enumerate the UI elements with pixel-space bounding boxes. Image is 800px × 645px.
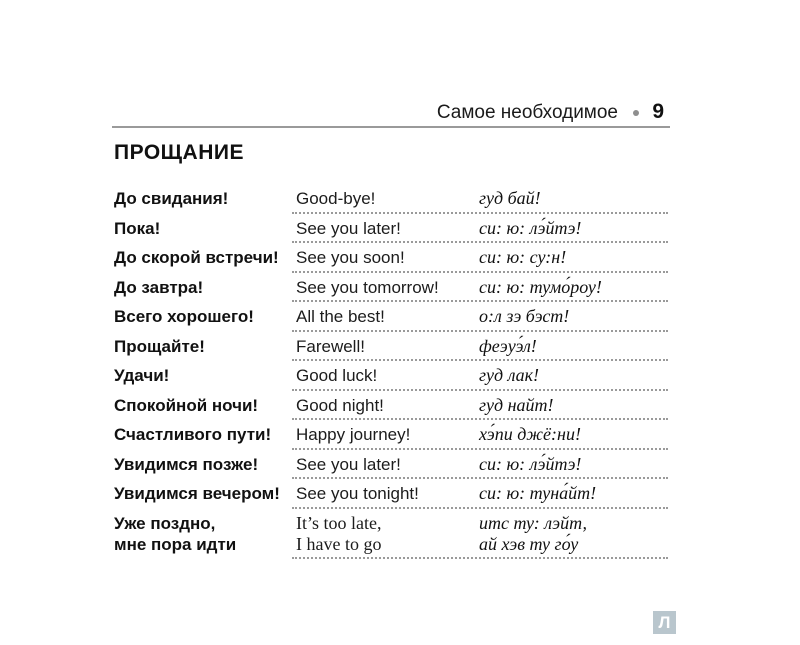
publisher-logo-icon: Л [653, 611, 676, 634]
pronunciation: си: ю: туна́йт! [479, 483, 597, 503]
running-header-title: Самое необходимое [436, 102, 618, 123]
phrase-row [112, 243, 668, 273]
russian-phrase-line: мне пора идти [114, 534, 237, 554]
bullet-dot-icon [633, 110, 639, 116]
pronunciation: си: ю: су:н! [479, 247, 567, 267]
pronunciation: хэ́пи джё:ни! [479, 424, 581, 444]
english-phrase [296, 513, 381, 555]
pronunciation: гуд бай! [479, 188, 541, 208]
russian-phrase: Увидимся позже! [114, 454, 259, 474]
pronunciation: гуд найт! [479, 394, 554, 415]
english-phrase-line: I have to go [296, 533, 382, 554]
pronunciation: си: ю: тумо́роу! [479, 276, 602, 297]
phrase-row [112, 273, 668, 303]
pronunciation-line: итс ту: лэйт, [479, 512, 588, 533]
pronunciation: гуд лак! [479, 365, 540, 385]
english-phrase: Farewell! [296, 336, 365, 356]
pronunciation: феэуэ́л! [479, 335, 537, 356]
phrase-row [112, 214, 668, 244]
english-phrase: See you later! [296, 218, 401, 238]
english-phrase: See you soon! [296, 248, 405, 267]
pronunciation: си: ю: лэ́йтэ! [479, 453, 582, 474]
phrase-row [112, 450, 668, 480]
english-phrase: See you tomorrow! [296, 277, 439, 297]
russian-phrase: До свидания! [114, 189, 229, 208]
english-phrase: All the best! [296, 307, 385, 326]
russian-phrase [114, 513, 236, 555]
english-phrase: Good-bye! [296, 189, 376, 208]
english-phrase: Good luck! [296, 366, 378, 385]
phrase-row [112, 332, 668, 362]
section-title: ПРОЩАНИЕ [114, 141, 244, 164]
phrase-row [112, 302, 668, 332]
russian-phrase: Прощайте! [114, 336, 205, 356]
pronunciation: си: ю: лэ́йтэ! [479, 217, 582, 238]
dotted-divider [292, 557, 668, 559]
russian-phrase: Спокойной ночи! [114, 395, 259, 415]
english-phrase-line: It’s too late, [296, 512, 382, 533]
phrase-row [112, 391, 668, 421]
phrase-row [112, 509, 668, 559]
english-phrase: Good night! [296, 395, 384, 415]
russian-phrase-line: Уже поздно, [114, 513, 216, 533]
page-number: 9 [652, 100, 664, 123]
pronunciation-line: ай хэв ту го́у [479, 533, 579, 554]
english-phrase: Happy journey! [296, 425, 411, 444]
russian-phrase: Всего хорошего! [114, 307, 254, 326]
phrase-row [112, 420, 668, 450]
pronunciation: о:л зэ бэст! [479, 306, 570, 326]
phrase-table [112, 184, 668, 559]
phrase-row [112, 184, 668, 214]
english-phrase: See you later! [296, 454, 401, 474]
russian-phrase: До скорой встречи! [114, 248, 279, 267]
pronunciation [479, 513, 587, 555]
running-header [112, 96, 670, 128]
russian-phrase: Пока! [114, 218, 161, 238]
russian-phrase: До завтра! [114, 277, 204, 297]
phrase-row [112, 479, 668, 509]
russian-phrase: Удачи! [114, 366, 170, 385]
russian-phrase: Увидимся вечером! [114, 484, 280, 503]
phrase-row [112, 361, 668, 391]
russian-phrase: Счастливого пути! [114, 425, 272, 444]
english-phrase: See you tonight! [296, 484, 419, 503]
